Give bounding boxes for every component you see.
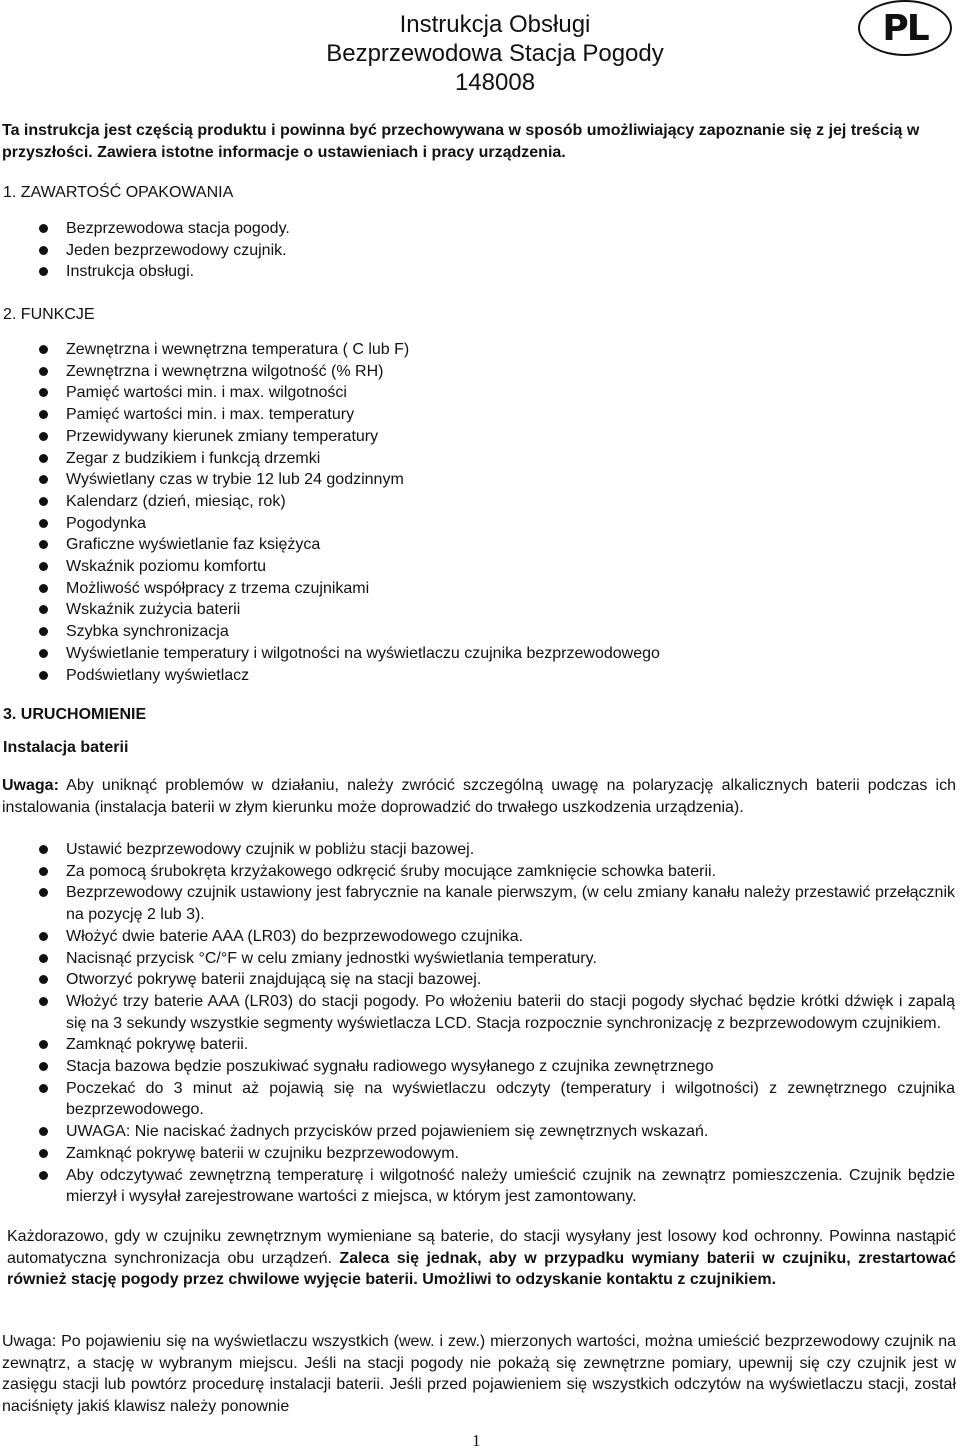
list-item: Bezprzewodowa stacja pogody.	[0, 218, 560, 240]
replacement-note-text: Każdorazowo, gdy w czujniku zewnętrznym wymieniane są baterie, do stacji wysyłany jest losowy kod ochronny. Powinna nastąpić automatyczna synchronizacja obu urządzeń.	[7, 1228, 956, 1267]
warning-text: Aby uniknąć problemów w działaniu, należy zwrócić szczególną uwagę na polaryzację alkalicznych baterii podczas ich instalowania (instalacja baterii w złym kierunku może doprowadzić do trwałego uszkodzenia urządzenia).	[2, 777, 956, 816]
document-title	[260, 10, 730, 97]
list-item: Zamknąć pokrywę baterii.	[0, 1034, 955, 1056]
list-item: Poczekać do 3 minut aż pojawią się na wyświetlaczu odczyty (temperatury i wilgotności) z zewnętrznego czujnika bezprzewodowego.	[0, 1078, 955, 1121]
final-note: Uwaga: Po pojawieniu się na wyświetlaczu wszystkich (wew. i zew.) mierzonych wartości, można umieścić bezprzewodowy czujnik na zewnątrz, a stację w wybranym miejscu. Jeśli na stacji pogody nie pokażą się zewnętrzne pomiary, upewnij się czy czujnik jest w zasięgu stacji lub powtórz procedurę instalacji baterii. Jeśli przed pojawieniem się wszystkich odczytów na wyświetlaczu stacji, został naciśnięty jakiś klawisz należy ponownie	[2, 1333, 956, 1416]
list-item: Bezprzewodowy czujnik ustawiony jest fabrycznie na kanale pierwszym, (w celu zmiany kanału należy przestawić przełącznik na pozycję 2 lub 3).	[0, 882, 955, 925]
list-item: Pogodynka	[0, 513, 900, 535]
list-item: Aby odczytywać zewnętrzną temperaturę i wilgotność należy umieścić czujnik na zewnątrz pomieszczenia. Czujnik będzie mierzył i wysyłał zarejestrowane wartości z miejsca, w którym jest zamontowany.	[0, 1165, 955, 1208]
list-item: Zamknąć pokrywę baterii w czujniku bezprzewodowym.	[0, 1143, 955, 1165]
section-1-title: 1. ZAWARTOŚĆ OPAKOWANIA	[3, 184, 234, 201]
list-item: Instrukcja obsługi.	[0, 261, 560, 283]
list-item: Otworzyć pokrywę baterii znajdującą się na stacji bazowej.	[0, 969, 955, 991]
features-list	[0, 339, 900, 686]
installation-steps-list	[0, 839, 955, 1208]
list-item: Włożyć dwie baterie AAA (LR03) do bezprzewodowego czujnika.	[0, 926, 955, 948]
section-2-title: 2. FUNKCJE	[3, 306, 95, 323]
polarity-warning	[2, 775, 956, 818]
list-item: Za pomocą śrubokręta krzyżakowego odkręcić śruby mocujące zamknięcie schowka baterii.	[0, 861, 955, 883]
list-item: Szybka synchronizacja	[0, 621, 900, 643]
package-contents-list	[0, 218, 560, 283]
list-item: Zewnętrzna i wewnętrzna wilgotność (% RH)	[0, 361, 900, 383]
list-item: Przewidywany kierunek zmiany temperatury	[0, 426, 900, 448]
warning-label: Uwaga:	[2, 777, 59, 794]
list-item: Wskaźnik zużycia baterii	[0, 599, 900, 621]
list-item: Ustawić bezprzewodowy czujnik w pobliżu stacji bazowej.	[0, 839, 955, 861]
list-item: Włożyć trzy baterie AAA (LR03) do stacji pogody. Po włożeniu baterii do stacji pogody słychać będzie krótki dźwięk i zapalą się na 3 sekundy wszystkie segmenty wyświetlacza LCD. Stacja rozpocznie synchronizację z bezprzewodowym czujnikiem.	[0, 991, 955, 1034]
list-item: Zewnętrzna i wewnętrzna temperatura ( C lub F)	[0, 339, 900, 361]
list-item: Kalendarz (dzień, miesiąc, rok)	[0, 491, 900, 513]
model-number: 148008	[454, 69, 536, 96]
list-item: Pamięć wartości min. i max. temperatury	[0, 404, 900, 426]
replacement-note-emphasis: Zaleca się jednak, aby w przypadku wymiany baterii w czujniku, zrestartować również stację pogody przez chwilowe wyjęcie baterii. Umożliwi to odzyskanie kontaktu z czujnikiem.	[7, 1249, 956, 1289]
page-number: 1	[472, 1431, 481, 1450]
list-item: Wskaźnik poziomu komfortu	[0, 556, 900, 578]
intro-paragraph: Ta instrukcja jest częścią produktu i powinna być przechowywana w sposób umożliwiający zapoznanie się z jej treścią w przyszłości. Zawiera istotne informacje o ustawieniach i pracy urządzenia.	[2, 122, 920, 161]
section-3-title: 3. URUCHOMIENIE	[3, 706, 147, 723]
list-item: Jeden bezprzewodowy czujnik.	[0, 240, 560, 262]
list-item: Zegar z budzikiem i funkcją drzemki	[0, 448, 900, 470]
list-item: Wyświetlany czas w trybie 12 lub 24 godzinnym	[0, 469, 900, 491]
list-item: UWAGA: Nie naciskać żadnych przycisków przed pojawieniem się zewnętrznych wskazań.	[0, 1121, 955, 1143]
list-item: Pamięć wartości min. i max. wilgotności	[0, 382, 900, 404]
list-item: Wyświetlanie temperatury i wilgotności na wyświetlaczu czujnika bezprzewodowego	[0, 643, 900, 665]
list-item: Nacisnąć przycisk °C/°F w celu zmiany jednostki wyświetlania temperatury.	[0, 948, 955, 970]
language-badge-label: PL	[882, 7, 928, 49]
section-3-subtitle: Instalacja baterii	[3, 739, 129, 756]
title-line-2: Bezprzewodowa Stacja Pogody	[326, 40, 664, 67]
list-item: Możliwość współpracy z trzema czujnikami	[0, 578, 900, 600]
list-item: Stacja bazowa będzie poszukiwać sygnału radiowego wysyłanego z czujnika zewnętrznego	[0, 1056, 955, 1078]
language-badge	[858, 0, 952, 56]
title-line-1: Instrukcja Obsługi	[399, 11, 591, 38]
battery-replacement-note	[7, 1226, 956, 1291]
list-item: Graficzne wyświetlanie faz księżyca	[0, 534, 900, 556]
list-item: Podświetlany wyświetlacz	[0, 665, 900, 687]
